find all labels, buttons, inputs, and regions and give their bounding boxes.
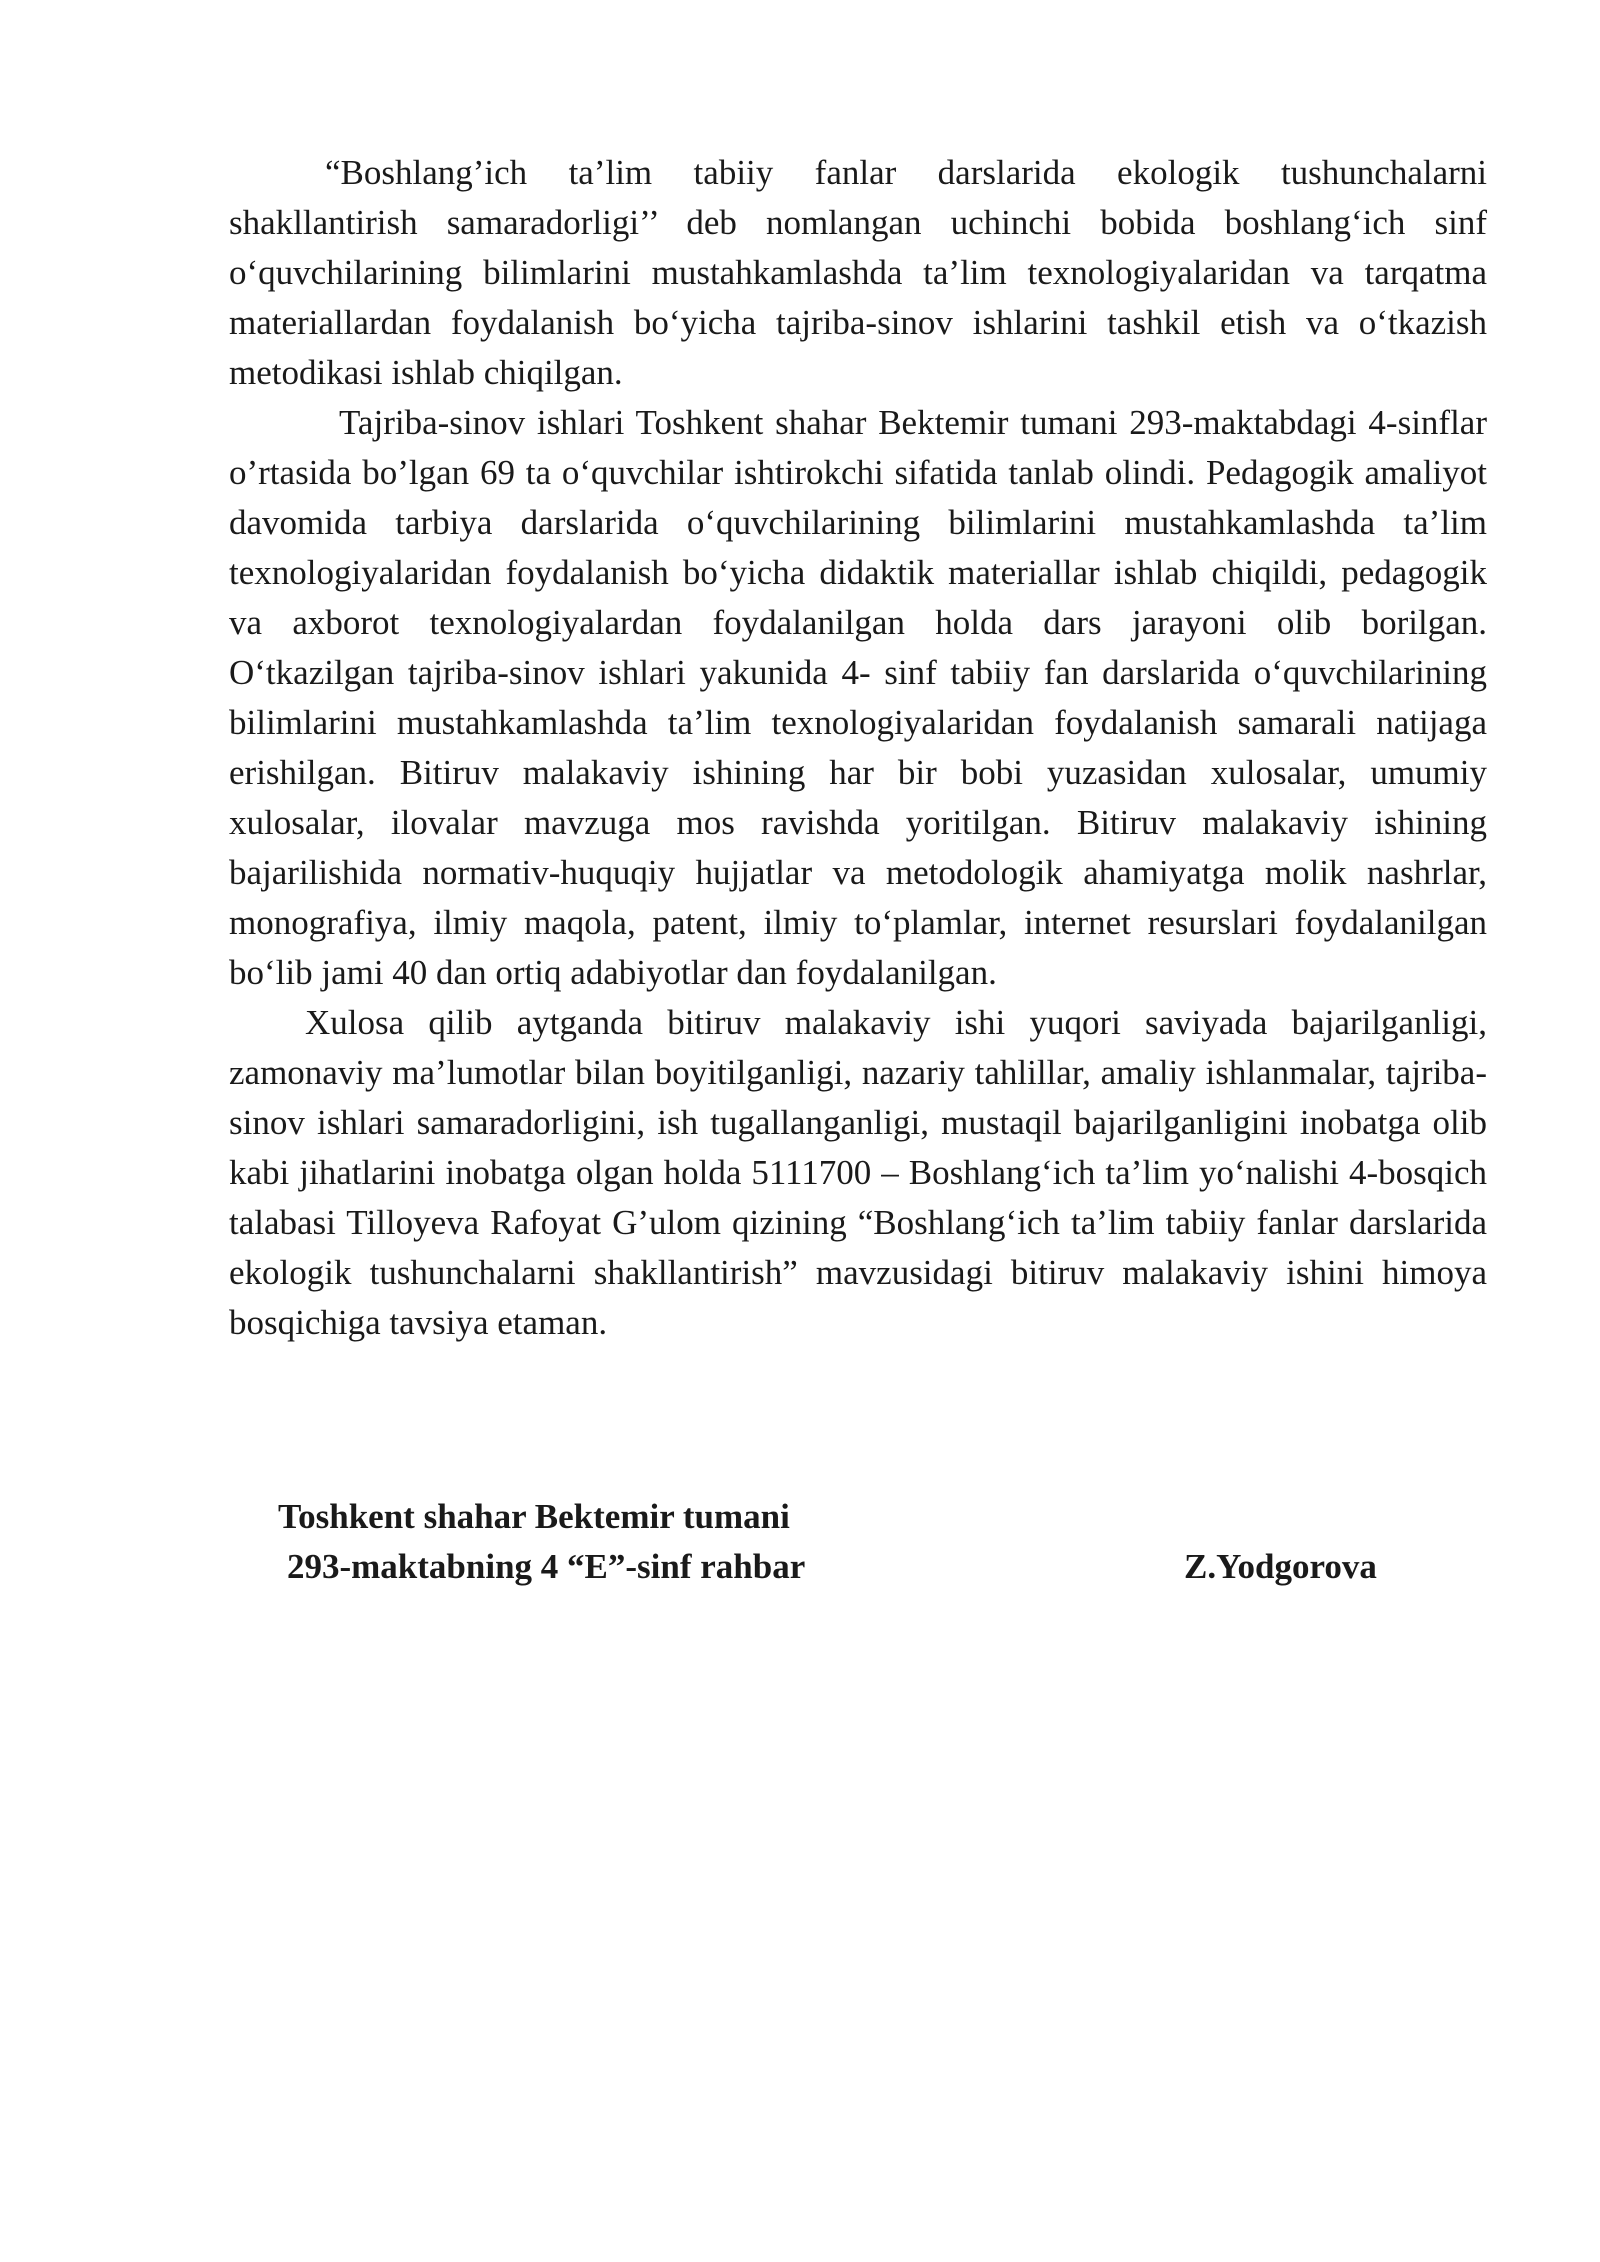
signature-position: 293-maktabning 4 “E”-sinf rahbar bbox=[287, 1547, 806, 1586]
paragraph-conclusion: Xulosa qilib aytganda bitiruv malakaviy ishi yuqori saviyada bajarilganligi, zamonaviy ma’lumotlar bilan boyitilganligi, nazariy tahlillar, amaliy ishlanmalar, tajriba-sinov ishlari samaradorligini, ish tugallanganligi, mustaqil bajarilganligini inobatga olib kabi jihatlarini inobatga olgan holda 5111700 – Boshlang‘ich ta’lim yo‘nalishi 4-bosqich talabasi Tilloyeva Rafoyat G’ulom qizining “Boshlang‘ich ta’lim tabiiy fanlar darslarida ekologik tushunchalarni shakllantirish” mavzusidagi bitiruv malakaviy ishini himoya bosqichiga tavsiya etaman. bbox=[229, 1003, 1487, 1342]
signature-name: Z.Yodgorova bbox=[1184, 1547, 1377, 1586]
document-body bbox=[229, 148, 1487, 1348]
signature-school-district: Toshkent shahar Bektemir tumani bbox=[278, 1497, 790, 1536]
paragraph-experiment: Tajriba-sinov ishlari Toshkent shahar Bektemir tumani 293-maktabdagi 4-sinflar o’rtasida bo’lgan 69 ta o‘quvchilar ishtirokchi sifatida tanlab olindi. Pedagogik amaliyot davomida tarbiya darslarida o‘quvchilarining bilimlarini mustahkamlashda ta’lim texnologiyalaridan foydalanish bo‘yicha didaktik materiallar ishlab chiqildi, pedagogik va axborot texnologiyalardan foydalanilgan holda dars jarayoni olib borilgan. O‘tkazilgan tajriba-sinov ishlari yakunida 4- sinf tabiiy fan darslarida o‘quvchilarining bilimlarini mustahkamlashda ta’lim texnologiyalaridan foydalanish samarali natijaga erishilgan. Bitiruv malakaviy ishining har bir bobi yuzasidan xulosalar, umumiy xulosalar, ilovalar mavzuga mos ravishda yoritilgan. Bitiruv malakaviy ishining bajarilishida normativ-huquqiy hujjatlar va metodologik ahamiyatga molik nashrlar, monografiya, ilmiy maqola, patent, ilmiy to‘plamlar, internet resurslari foydalanilgan bo‘lib jami 40 dan ortiq adabiyotlar dan foydalanilgan. bbox=[229, 403, 1487, 992]
paragraph-chapter-three: “Boshlang’ich ta’lim tabiiy fanlar darslarida ekologik tushunchalarni shakllantirish samaradorligi’’ deb nomlangan uchinchi bobida boshlang‘ich sinf o‘quvchilarining bilimlarini mustahkamlashda ta’lim texnologiyalaridan va tarqatma materiallardan foydalanish bo‘yicha tajriba-sinov ishlarini tashkil etish va o‘tkazish metodikasi ishlab chiqilgan. bbox=[229, 153, 1487, 392]
